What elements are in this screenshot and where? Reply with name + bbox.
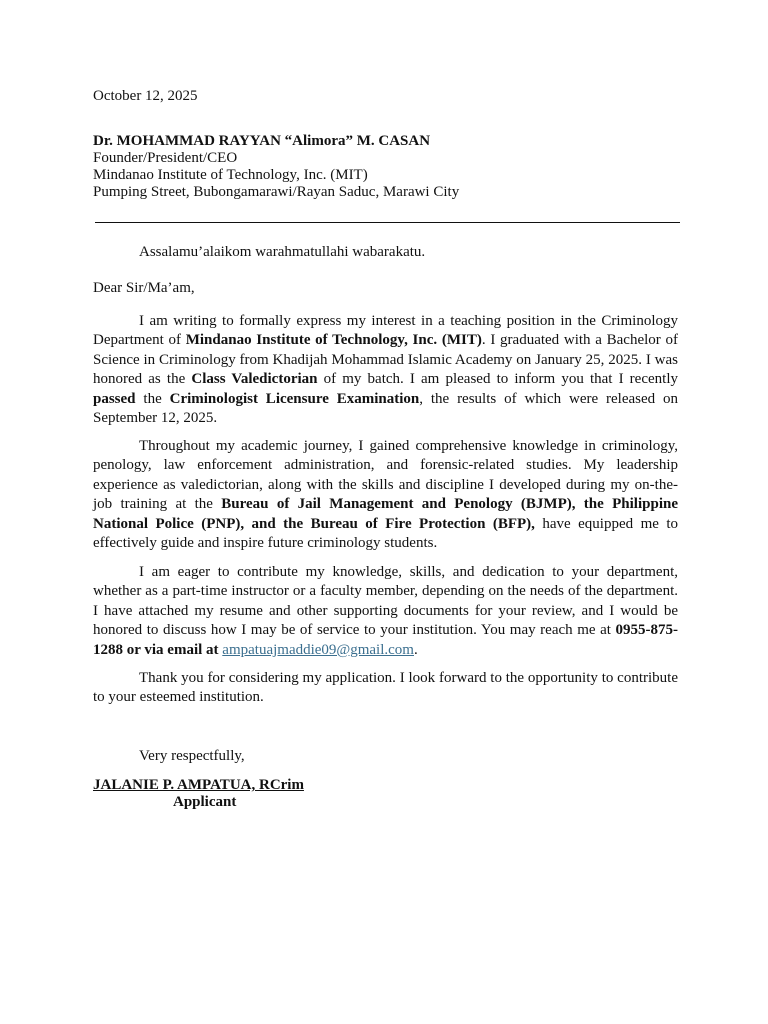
p1-bold-institution: Mindanao Institute of Technology, Inc. (MIT) <box>185 332 482 349</box>
p1-text-f: , the results of which were released on September 12, 2025. <box>93 390 678 427</box>
p1-bold-valedictorian: Class Valedictorian <box>191 371 318 388</box>
p4-text: Thank you for considering my application. I look forward to the opportunity to contribute to your esteemed institution. <box>93 670 678 706</box>
paragraph-4 <box>93 669 678 708</box>
p1-text-c: . I graduated with a Bachelor of Science in Criminology from Khadijah Mohammad Islamic Academy on January 25, 2025. I was honored as the <box>93 332 678 388</box>
p3-bold-contact: 0955-875-1288 or via email at <box>93 622 678 658</box>
signer-name: JALANIE P. AMPATUA, RCrim <box>93 777 304 793</box>
p2-text-a: Throughout my academic journey, I gained comprehensive knowledge in criminology, penology, law enforcement administration, and forensic-related studies. My leadership experience as valedictorian, along with the skills and discipline I developed during my on-the-job training at the <box>93 438 678 513</box>
p1-bold-passed: passed <box>93 390 136 407</box>
closing: Very respectfully, <box>139 748 245 764</box>
recipient-organization: Mindanao Institute of Technology, Inc. (MIT) <box>93 167 368 183</box>
recipient-name <box>93 133 430 150</box>
email-link[interactable]: ampatuajmaddie09@gmail.com <box>222 641 414 658</box>
recipient-name-text: Dr. MOHAMMAD RAYYAN “Alimora” M. CASAN <box>93 133 431 149</box>
recipient-address: Pumping Street, Bubongamarawi/Rayan Saduc, Marawi City <box>93 184 460 200</box>
signer-role: Applicant <box>173 794 237 810</box>
p1-text-d: of my batch. I am pleased to inform you that I recently <box>317 371 678 388</box>
p1-text-a: I am writing to formally express my interest in a teaching position in the Criminology Department of <box>93 313 678 349</box>
salutation: Dear Sir/Ma’am, <box>93 280 195 296</box>
p2-text-c: have equipped me to effectively guide and inspire future criminology students. <box>93 515 679 552</box>
p3-text-a: I am eager to contribute my knowledge, skills, and dedication to your department, whether as a part-time instructor or a faculty member, depending on the needs of the department. I have attached my resume and other supporting documents for your review, and I would be honored to discuss how I may be of service to your institution. You may reach me at <box>93 564 678 639</box>
paragraph-3 <box>93 563 678 660</box>
p3-text-end: . <box>413 641 418 658</box>
paragraph-2 <box>93 437 678 553</box>
paragraph-1 <box>93 312 678 428</box>
p1-bold-exam: Criminologist Licensure Examination <box>169 390 420 407</box>
p2-bold-agencies: Bureau of Jail Management and Penology (BJMP), the Philippine National Police (PNP), and the Bureau of Fire Protection (BFP), <box>93 496 678 532</box>
arabic-greeting: Assalamu’alaikom warahmatullahi wabarakatu. <box>139 244 426 260</box>
letter-date: October 12, 2025 <box>93 88 198 104</box>
recipient-title: Founder/President/CEO <box>93 150 238 166</box>
header-divider <box>95 222 680 223</box>
p1-text-e: the <box>135 390 170 407</box>
